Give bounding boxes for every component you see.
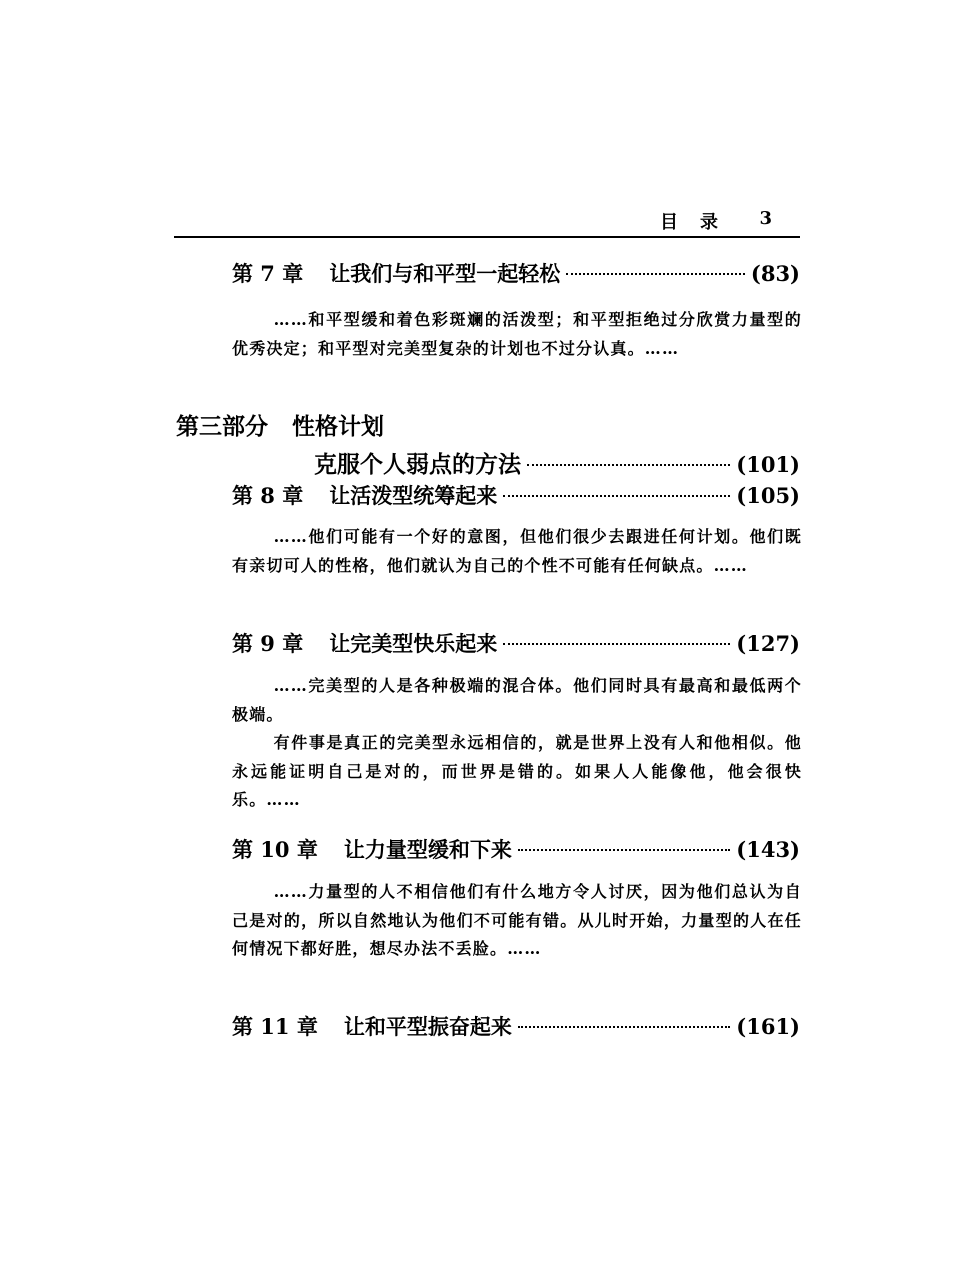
summary-paragraph: ……完美型的人是各种极端的混合体。他们同时具有最高和最低两个极端。 — [232, 676, 802, 724]
chapter-summary-ch7 — [232, 306, 802, 363]
leader-dots — [566, 273, 745, 275]
toc-entry-ch8[interactable] — [232, 480, 800, 510]
chapter-number: 第 11 章 — [232, 1014, 318, 1039]
chapter-title: 让完美型快乐起来 — [329, 631, 498, 656]
chapter-number: 第 10 章 — [232, 837, 318, 862]
leader-dots — [503, 495, 730, 497]
page-reference: (101) — [736, 452, 800, 477]
part-label: 第三部分 — [176, 414, 268, 440]
page-reference: (105) — [736, 483, 800, 508]
part-title: 性格计划 — [292, 414, 385, 440]
chapter-title: 让活泼型统筹起来 — [329, 483, 498, 508]
part-heading — [176, 408, 384, 441]
toc-entry-ch7[interactable] — [232, 258, 800, 288]
chapter-title: 让力量型缓和下来 — [343, 837, 512, 862]
page-reference: (161) — [736, 1014, 800, 1039]
leader-dots — [503, 643, 730, 645]
part-subtitle: 克服个人弱点的方法 — [314, 452, 521, 478]
summary-paragraph: ……和平型缓和着色彩斑斓的活泼型；和平型拒绝过分欣赏力量型的优秀决定；和平型对完美型复杂的计划也不过分认真。…… — [232, 310, 802, 358]
summary-paragraph: ……他们可能有一个好的意图，但他们很少去跟进任何计划。他们既有亲切可人的性格，他们就认为自己的个性不可能有任何缺点。…… — [232, 527, 802, 575]
summary-paragraph: 有件事是真正的完美型永远相信的，就是世界上没有人和他相似。他永远能证明自己是对的，而世界是错的。如果人人能像他，他会很快乐。…… — [232, 733, 802, 809]
page-reference: (127) — [736, 631, 800, 656]
header-title: 目录 — [660, 212, 740, 233]
header-page-number: 3 — [759, 208, 772, 229]
page-reference: (143) — [736, 837, 800, 862]
leader-dots — [527, 464, 730, 466]
chapter-summary-ch8 — [232, 523, 802, 580]
chapter-title: 让和平型振奋起来 — [343, 1014, 512, 1039]
summary-paragraph: ……力量型的人不相信他们有什么地方令人讨厌，因为他们总认为自己是对的，所以自然地认为他们不可能有错。从儿时开始，力量型的人在任何情况下都好胜，想尽办法不丢脸。…… — [232, 882, 802, 958]
toc-entry-ch11[interactable] — [232, 1011, 800, 1041]
toc-entry-part3[interactable] — [314, 446, 800, 479]
chapter-summary-ch10 — [232, 878, 802, 964]
toc-entry-ch10[interactable] — [232, 834, 800, 864]
page-header — [174, 200, 800, 238]
toc-entry-ch9[interactable] — [232, 628, 800, 658]
chapter-number: 第 9 章 — [232, 631, 304, 656]
chapter-number: 第 8 章 — [232, 483, 304, 508]
page-reference: (83) — [750, 261, 800, 286]
leader-dots — [518, 849, 730, 851]
chapter-title: 让我们与和平型一起轻松 — [329, 261, 561, 286]
chapter-number: 第 7 章 — [232, 261, 304, 286]
chapter-summary-ch9 — [232, 672, 802, 815]
leader-dots — [518, 1026, 730, 1028]
